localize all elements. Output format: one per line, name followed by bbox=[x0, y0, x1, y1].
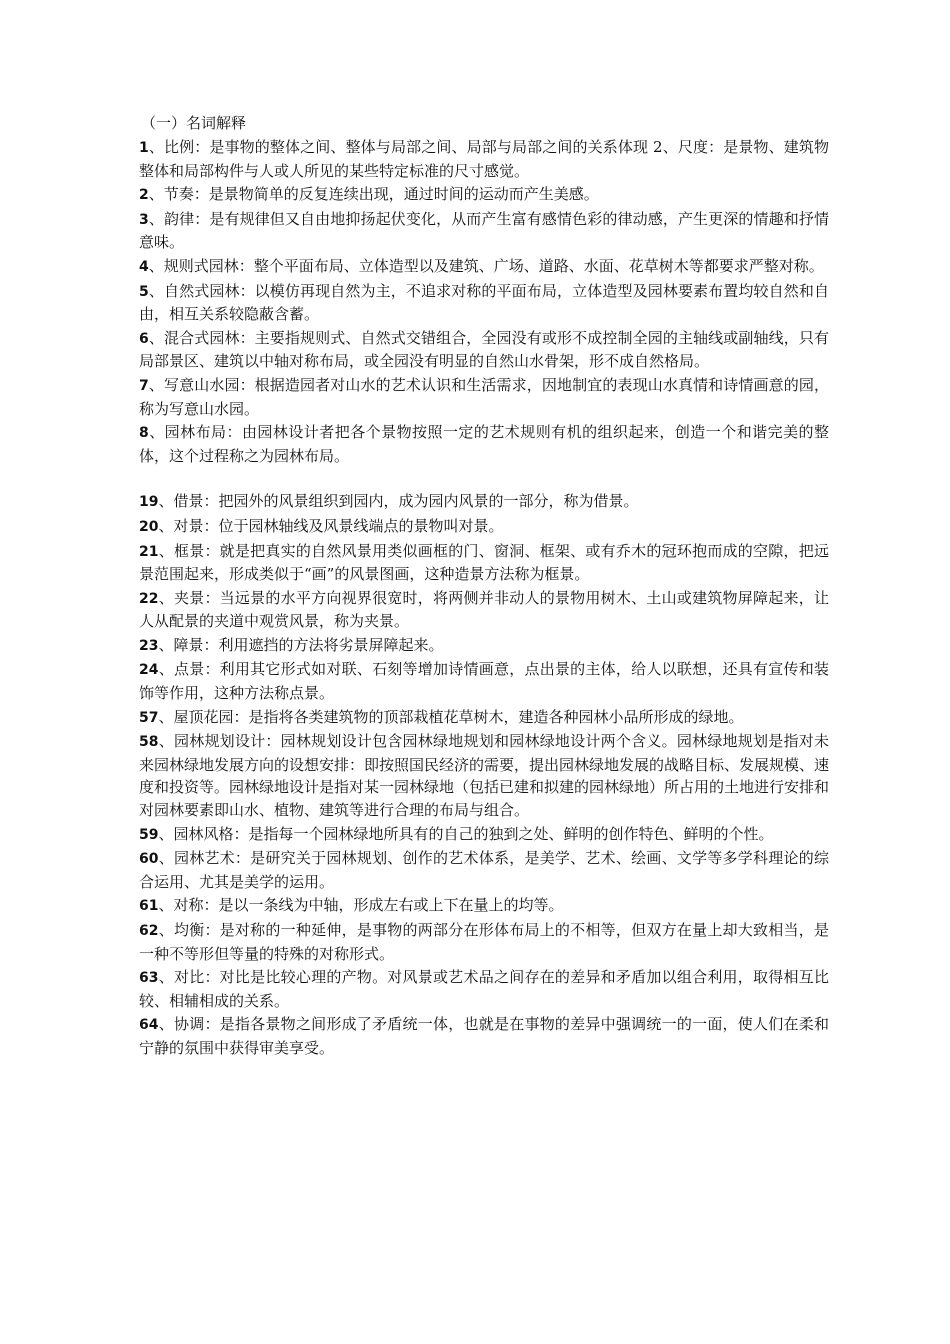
definition-item bbox=[139, 374, 829, 420]
item-text: 、均衡：是对称的一种延伸，是事物的两部分在形体布局上的不相等，但双方在量上却大致相当，是一种不等形但等量的特殊的对称形式。 bbox=[139, 921, 829, 963]
definition-item bbox=[139, 327, 829, 373]
item-text: 、韵律：是有规律但又自由地抑扬起伏变化，从而产生富有感情色彩的律动感，产生更深的情趣和抒情意味。 bbox=[139, 209, 829, 252]
item-number: 23 bbox=[139, 637, 159, 654]
item-text: 、比例：是事物的整体之间、整体与局部之间、局部与局部之间的关系体现 2、尺度：是景物、建筑物整体和局部构件与人或人所见的某些特定标准的尺寸感觉。 bbox=[139, 138, 829, 180]
definition-item bbox=[139, 1013, 829, 1059]
item-text: 、借景：把园外的风景组织到园内，成为园内风景的一部分，称为借景。 bbox=[158, 492, 639, 511]
item-text: 、对景：位于园林轴线及风景线端点的景物叫对景。 bbox=[158, 516, 504, 535]
item-text: 、障景：利用遮挡的方法将劣景屏障起来。 bbox=[158, 635, 444, 654]
definition-item bbox=[139, 255, 829, 279]
definition-item bbox=[139, 587, 829, 633]
item-text: 、园林艺术：是研究关于园林规划、创作的艺术体系，是美学、艺术、绘画、文学等多学科理论的综合运用、尤其是美学的运用。 bbox=[139, 849, 829, 891]
item-text: 、园林规划设计：园林规划设计包含园林绿地规划和园林绿地设计两个含义。园林绿地规划是指对未来园林绿地发展方向的设想安排：即按照国民经济的需要，提出园林绿地发展的战略目标、发展规模、速度和投资等。园林绿地设计是指对某一园林绿地（包括已建和拟建的园林绿地）所占用的土地进行安排和对园林要素即山水、植物、建筑等进行合理的布局与组合。 bbox=[139, 732, 830, 820]
definition-item bbox=[139, 919, 829, 965]
item-number: 58 bbox=[139, 734, 159, 751]
item-text: 、屋顶花园：是指将各类建筑物的顶部栽植花草树木，建造各种园林小品所形成的绿地。 bbox=[158, 707, 744, 726]
item-text: 、对比：对比是比较心理的产物。对风景或艺术品之间存在的差异和矛盾加以组合利用，取得相互比较、相辅相成的关系。 bbox=[139, 968, 829, 1010]
item-number: 5 bbox=[139, 283, 149, 300]
definition-item bbox=[139, 658, 829, 704]
definition-item bbox=[139, 730, 829, 821]
item-text: 、对称：是以一条线为中轴，形成左右或上下在量上的均等。 bbox=[158, 896, 564, 915]
item-text: 、点景：利用其它形式如对联、石刻等增加诗情画意，点出景的主体，给人以联想，还具有宣传和装饰等作用，这种方法称点景。 bbox=[139, 660, 829, 703]
item-number: 4 bbox=[139, 258, 149, 275]
item-number: 21 bbox=[139, 543, 159, 560]
item-number: 24 bbox=[139, 662, 159, 679]
section-title: （一）名词解释 bbox=[141, 114, 247, 132]
definition-item bbox=[139, 280, 829, 326]
item-text: 、规则式园林：整个平面布局、立体造型以及建筑、广场、道路、水面、花草树木等都要求严整对称。 bbox=[148, 256, 824, 275]
document-body bbox=[139, 112, 829, 1061]
item-number: 2 bbox=[139, 187, 149, 204]
definition-item bbox=[139, 894, 829, 918]
definition-item bbox=[139, 966, 829, 1012]
item-number: 62 bbox=[139, 923, 159, 939]
item-number: 61 bbox=[139, 898, 159, 915]
item-number: 64 bbox=[139, 1017, 159, 1034]
definition-list-a bbox=[139, 136, 829, 467]
definition-item bbox=[139, 421, 829, 467]
item-text: 、园林风格：是指每一个园林绿地所具有的自己的独到之处、鲜明的创作特色、鲜明的个性。 bbox=[158, 824, 774, 843]
definition-item bbox=[139, 706, 829, 730]
item-number: 8 bbox=[139, 425, 149, 442]
item-number: 59 bbox=[139, 826, 159, 843]
definition-list-b bbox=[139, 490, 829, 1059]
item-number: 22 bbox=[139, 590, 159, 607]
definition-item bbox=[139, 515, 829, 539]
item-text: 、园林布局：由园林设计者把各个景物按照一定的艺术规则有机的组织起来，创造一个和谐完美的整体，这个过程称之为园林布局。 bbox=[139, 423, 829, 465]
item-text: 、写意山水园：根据造园者对山水的艺术认识和生活需求，因地制宜的表现山水真情和诗情画意的园，称为写意山水园。 bbox=[139, 375, 829, 418]
item-text: 、混合式园林：主要指规则式、自然式交错组合，全园没有或形不成控制全园的主轴线或副轴线，只有局部景区、建筑以中轴对称布局，或全园没有明显的自然山水骨架，形不成自然格局。 bbox=[139, 328, 829, 371]
definition-item bbox=[139, 183, 829, 207]
definition-item bbox=[139, 490, 829, 514]
item-number: 57 bbox=[139, 709, 159, 726]
item-number: 63 bbox=[139, 970, 159, 987]
definition-item bbox=[139, 823, 829, 847]
item-number: 20 bbox=[139, 518, 159, 535]
definition-item bbox=[139, 208, 829, 254]
item-number: 3 bbox=[139, 211, 149, 228]
item-text: 、自然式园林：以模仿再现自然为主，不追求对称的平面布局，立体造型及园林要素布置均较自然和自由，相互关系较隐蔽含蓄。 bbox=[139, 281, 829, 324]
item-number: 19 bbox=[139, 494, 159, 511]
item-number: 60 bbox=[139, 851, 159, 868]
item-number: 6 bbox=[139, 330, 149, 347]
item-text: 、协调：是指各景物之间形成了矛盾统一体，也就是在事物的差异中强调统一的一面，使人们在柔和宁静的氛围中获得审美享受。 bbox=[139, 1015, 829, 1057]
definition-item bbox=[139, 634, 829, 658]
definition-item bbox=[139, 540, 829, 586]
blank-line bbox=[139, 468, 829, 490]
definition-item bbox=[139, 847, 829, 893]
item-text: 、框景：就是把真实的自然风景用类似画框的门、窗洞、框架、或有乔木的冠环抱而成的空隙，把远景范围起来，形成类似于“画”的风景图画，这种造景方法称为框景。 bbox=[139, 541, 829, 584]
definition-item bbox=[139, 136, 829, 182]
item-text: 、节奏：是景物简单的反复连续出现，通过时间的运动而产生美感。 bbox=[148, 185, 599, 204]
item-number: 1 bbox=[139, 140, 149, 156]
item-number: 7 bbox=[139, 377, 149, 394]
item-text: 、夹景：当远景的水平方向视界很宽时，将两侧并非动人的景物用树木、土山或建筑物屏障起来，让人从配景的夹道中观赏风景，称为夹景。 bbox=[139, 588, 829, 631]
